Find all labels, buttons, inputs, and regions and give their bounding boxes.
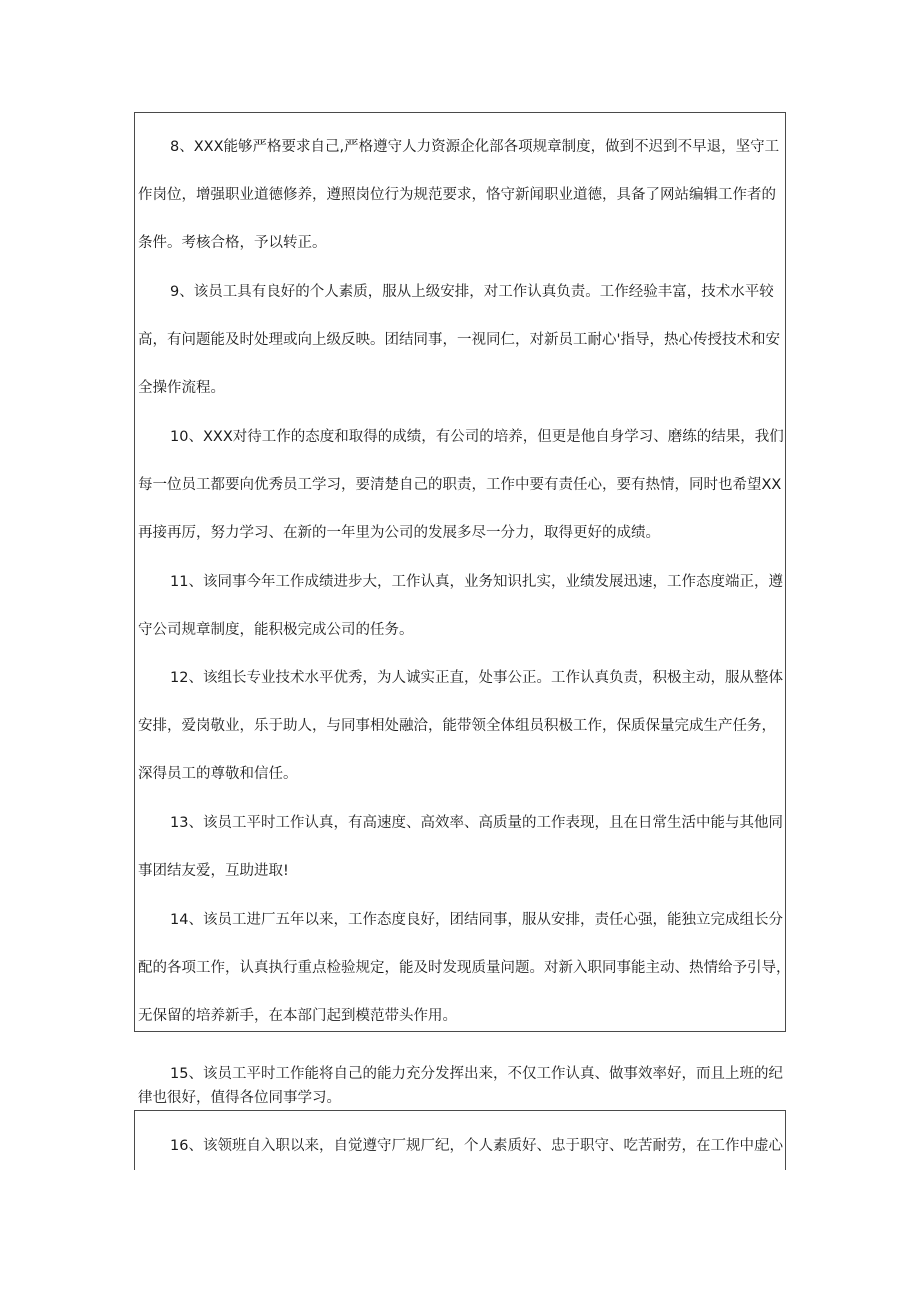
text-line: 高，有问题能及时处理或向上级反映。团结同事，一视同仁，对新员工耐心'指导，热心传授技术和安 xyxy=(138,332,780,348)
text-line: 8、XXX能够严格要求自己,严格遵守人力资源企化部各项规章制度，做到不迟到不早退，坚守工 xyxy=(170,139,780,155)
text-line: 安排，爱岗敬业，乐于助人，与同事相处融洽，能带领全体组员积极工作，保质保量完成生产任务， xyxy=(138,718,776,734)
text-line: 配的各项工作，认真执行重点检验规定，能及时发现质量问题。对新入职同事能主动、热情给予引导， xyxy=(138,960,791,976)
text-line: 14、该员工进厂五年以来，工作态度良好，团结同事，服从安排，责任心强，能独立完成组长分 xyxy=(170,912,783,928)
text-line: 再接再厉，努力学习、在新的一年里为公司的发展多尽一分力，取得更好的成绩。 xyxy=(138,525,660,541)
text-line: 13、该员工平时工作认真，有高速度、高效率、高质量的工作表现，且在日常生活中能与其他同 xyxy=(170,815,783,831)
text-line: 条件。考核合格，予以转正。 xyxy=(138,235,327,251)
text-line: 深得员工的尊敬和信任。 xyxy=(138,766,298,782)
text-line: 作岗位，增强职业道德修养，遵照岗位行为规范要求，恪守新闻职业道德，具备了网站编辑工作者的 xyxy=(138,187,776,203)
text-line: 15、该员工平时工作能将自己的能力充分发挥出来，不仅工作认真、做事效率好，而且上班的纪 xyxy=(170,1066,783,1082)
text-line: 事团结友爱，互助进取! xyxy=(138,863,289,879)
text-line: 律也很好，值得各位同事学习。 xyxy=(138,1090,341,1106)
text-line: 全操作流程。 xyxy=(138,380,225,396)
text-line: 11、该同事今年工作成绩进步大，工作认真，业务知识扎实，业绩发展迅速，工作态度端正，遵 xyxy=(170,574,783,590)
text-line: 每一位员工都要向优秀员工学习，要清楚自己的职责，工作中要有责任心，要有热情，同时也希望XX xyxy=(138,477,782,493)
text-line: 16、该领班自入职以来，自觉遵守厂规厂纪，个人素质好、忠于职守、吃苦耐劳，在工作中虚心 xyxy=(170,1138,783,1154)
text-line: 10、XXX对待工作的态度和取得的成绩，有公司的培养，但更是他自身学习、磨练的结果，我们 xyxy=(170,429,784,445)
text-line: 无保留的培养新手，在本部门起到模范带头作用。 xyxy=(138,1008,457,1024)
text-line: 9、该员工具有良好的个人素质，服从上级安排，对工作认真负责。工作经验丰富，技术水平较 xyxy=(170,284,774,300)
text-line: 守公司规章制度，能积极完成公司的任务。 xyxy=(138,622,414,638)
text-line: 12、该组长专业技术水平优秀，为人诚实正直，处事公正。工作认真负责，积极主动，服从整体 xyxy=(170,670,783,686)
